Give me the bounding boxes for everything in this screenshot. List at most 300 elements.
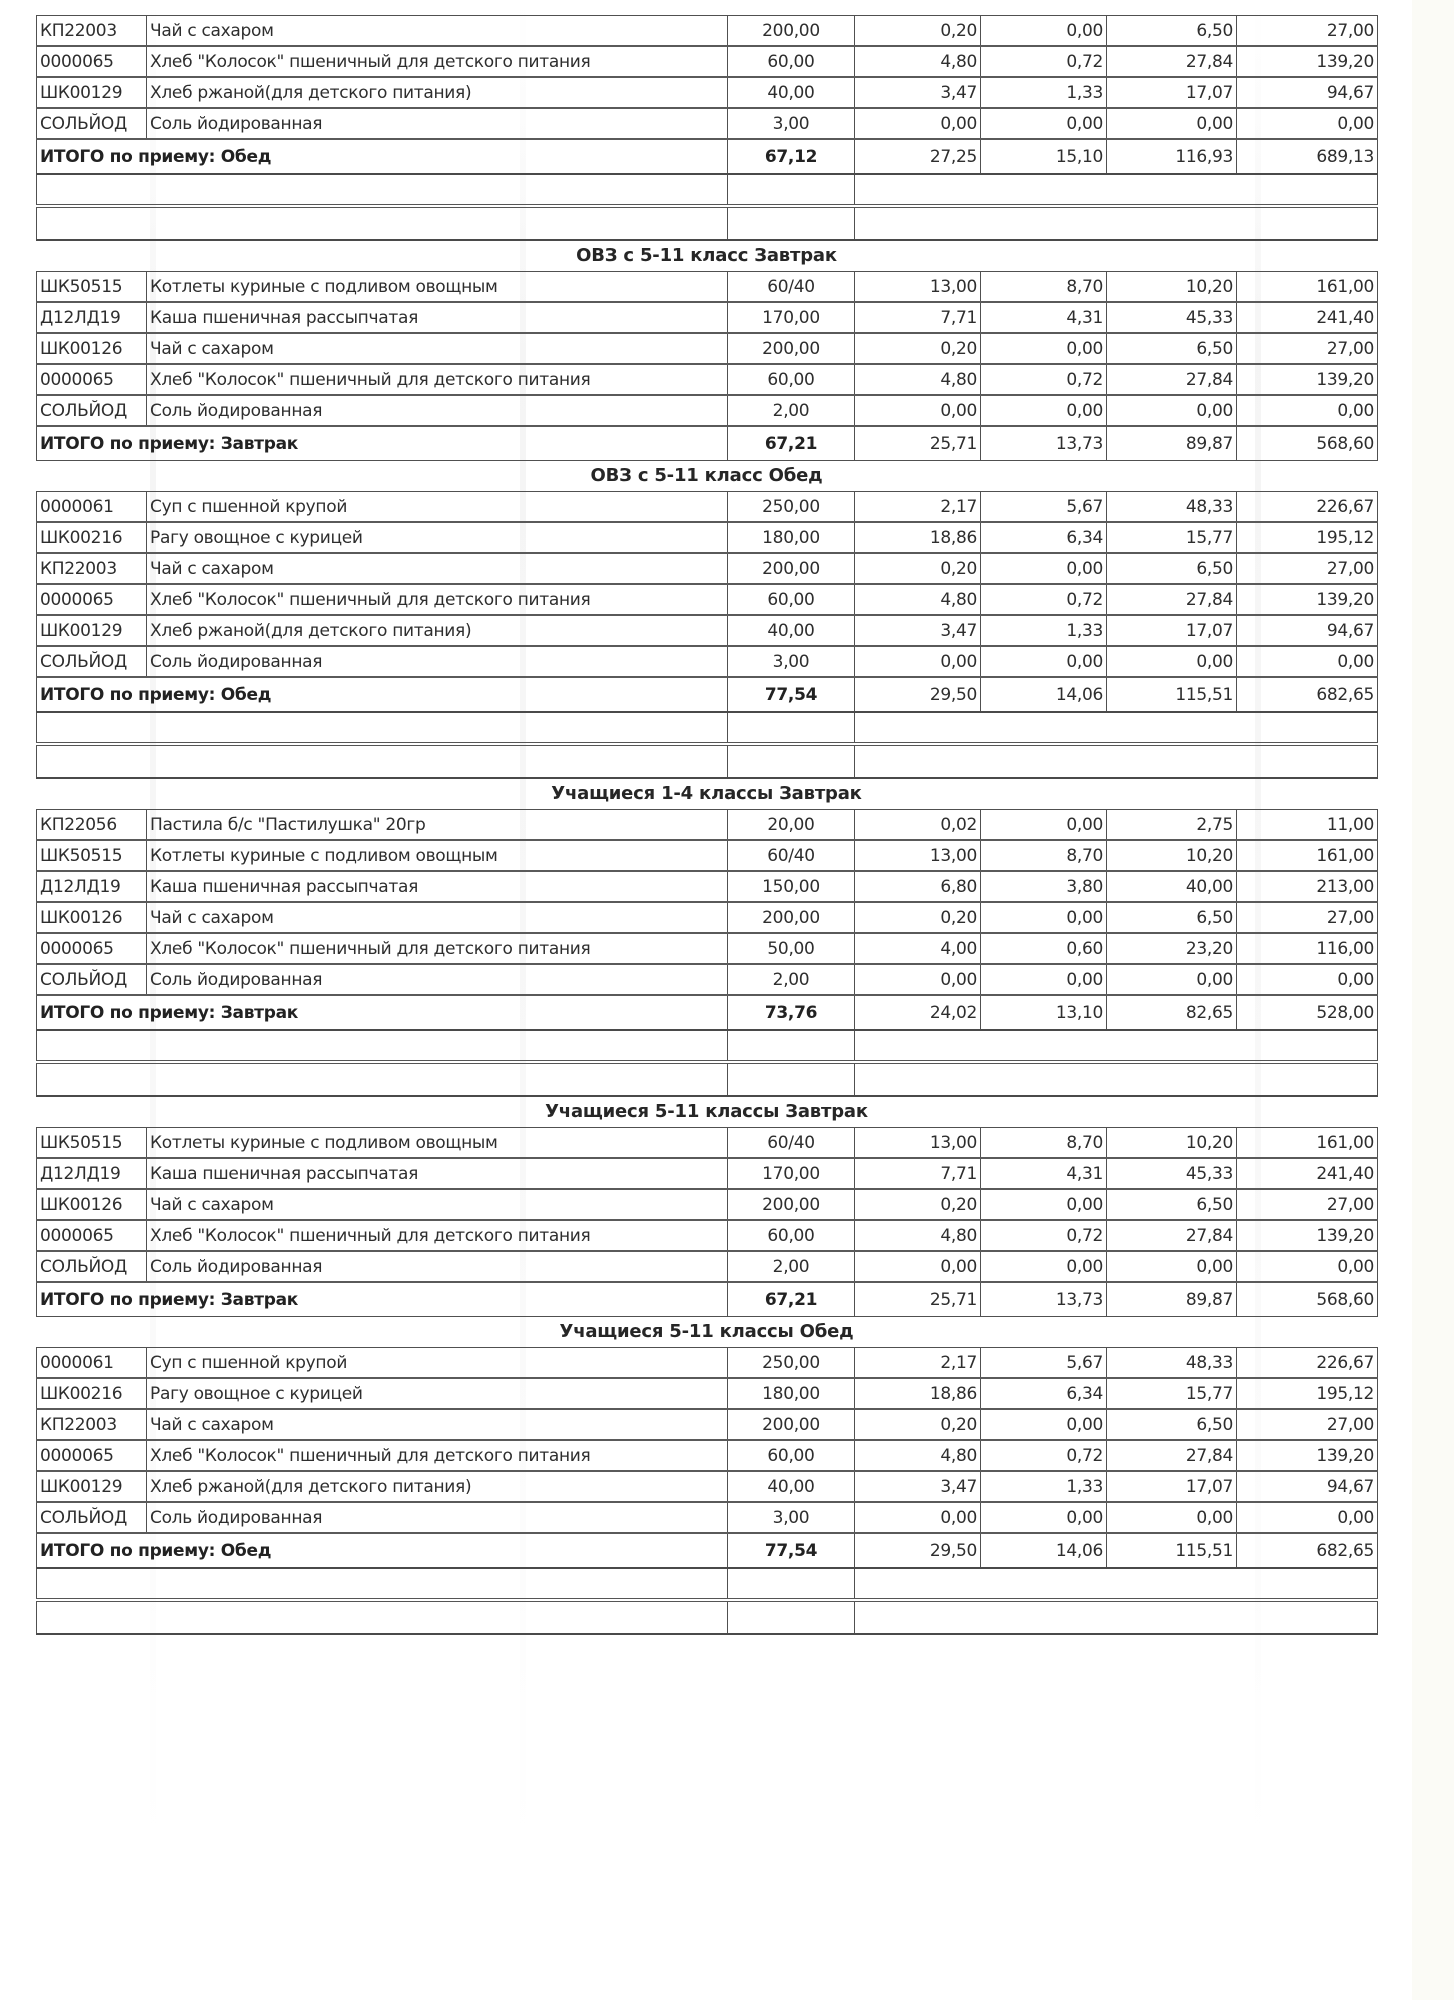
table-row bbox=[37, 395, 1378, 426]
total-protein: 24,02 bbox=[855, 995, 981, 1030]
menu-table bbox=[36, 1347, 1378, 1635]
table-row bbox=[37, 1220, 1378, 1251]
item-carbs: 27,84 bbox=[1107, 1440, 1237, 1471]
item-name: Чай с сахаром bbox=[147, 902, 728, 933]
item-carbs: 6,50 bbox=[1107, 16, 1237, 47]
item-code: СОЛЬЙОД bbox=[37, 395, 147, 426]
section-title: ОВЗ с 5-11 класс Обед bbox=[590, 465, 823, 486]
table-row bbox=[37, 584, 1378, 615]
item-code: ШК00129 bbox=[37, 1471, 147, 1502]
empty-cell bbox=[37, 174, 728, 206]
total-protein: 29,50 bbox=[855, 677, 981, 712]
item-weight: 60,00 bbox=[728, 1440, 855, 1471]
item-protein: 2,17 bbox=[855, 492, 981, 523]
item-fat: 5,67 bbox=[981, 492, 1107, 523]
item-weight: 40,00 bbox=[728, 1471, 855, 1502]
table-row bbox=[37, 333, 1378, 364]
table-row bbox=[37, 553, 1378, 584]
total-weight: 77,54 bbox=[728, 1533, 855, 1568]
item-carbs: 6,50 bbox=[1107, 553, 1237, 584]
empty-cell bbox=[855, 712, 1378, 744]
total-row bbox=[37, 139, 1378, 174]
item-protein: 7,71 bbox=[855, 302, 981, 333]
item-name: Суп с пшенной крупой bbox=[147, 492, 728, 523]
blank-row bbox=[37, 206, 1378, 240]
item-name: Чай с сахаром bbox=[147, 1409, 728, 1440]
item-name: Суп с пшенной крупой bbox=[147, 1348, 728, 1379]
total-fat: 14,06 bbox=[981, 1533, 1107, 1568]
item-carbs: 10,20 bbox=[1107, 840, 1237, 871]
empty-cell bbox=[855, 1568, 1378, 1600]
blank-row bbox=[37, 1062, 1378, 1096]
blank-row bbox=[37, 712, 1378, 744]
item-name: Чай с сахаром bbox=[147, 553, 728, 584]
item-protein: 0,00 bbox=[855, 1251, 981, 1282]
item-weight: 250,00 bbox=[728, 492, 855, 523]
table-row bbox=[37, 1471, 1378, 1502]
item-kcal: 139,20 bbox=[1237, 1220, 1378, 1251]
item-kcal: 94,67 bbox=[1237, 77, 1378, 108]
item-name: Котлеты куриные с подливом овощным bbox=[147, 1128, 728, 1159]
empty-cell bbox=[37, 206, 728, 240]
empty-cell bbox=[855, 744, 1378, 778]
item-name: Соль йодированная bbox=[147, 395, 728, 426]
item-fat: 0,72 bbox=[981, 46, 1107, 77]
empty-cell bbox=[37, 712, 728, 744]
table-row bbox=[37, 840, 1378, 871]
item-protein: 3,47 bbox=[855, 77, 981, 108]
item-kcal: 94,67 bbox=[1237, 615, 1378, 646]
total-label: ИТОГО по приему: Обед bbox=[37, 677, 728, 712]
total-row bbox=[37, 1533, 1378, 1568]
total-protein: 25,71 bbox=[855, 426, 981, 461]
item-name: Котлеты куриные с подливом овощным bbox=[147, 272, 728, 303]
item-kcal: 0,00 bbox=[1237, 1251, 1378, 1282]
empty-cell bbox=[728, 1030, 855, 1062]
item-name: Хлеб ржаной(для детского питания) bbox=[147, 77, 728, 108]
item-code: ШК00129 bbox=[37, 615, 147, 646]
item-code: Д12ЛД19 bbox=[37, 302, 147, 333]
table-row bbox=[37, 46, 1378, 77]
item-kcal: 139,20 bbox=[1237, 46, 1378, 77]
item-carbs: 0,00 bbox=[1107, 1251, 1237, 1282]
item-kcal: 241,40 bbox=[1237, 1158, 1378, 1189]
item-carbs: 40,00 bbox=[1107, 871, 1237, 902]
item-fat: 0,00 bbox=[981, 16, 1107, 47]
item-carbs: 0,00 bbox=[1107, 1502, 1237, 1533]
item-name: Чай с сахаром bbox=[147, 1189, 728, 1220]
item-fat: 3,80 bbox=[981, 871, 1107, 902]
total-row bbox=[37, 426, 1378, 461]
item-weight: 180,00 bbox=[728, 522, 855, 553]
total-row bbox=[37, 677, 1378, 712]
item-code: ШК00216 bbox=[37, 522, 147, 553]
item-name: Рагу овощное с курицей bbox=[147, 522, 728, 553]
item-name: Соль йодированная bbox=[147, 964, 728, 995]
section-title: Учащиеся 5-11 классы Завтрак bbox=[545, 1101, 868, 1122]
item-name: Чай с сахаром bbox=[147, 16, 728, 47]
item-kcal: 139,20 bbox=[1237, 1440, 1378, 1471]
item-carbs: 48,33 bbox=[1107, 1348, 1237, 1379]
total-fat: 13,73 bbox=[981, 1282, 1107, 1317]
item-fat: 0,00 bbox=[981, 810, 1107, 841]
item-kcal: 27,00 bbox=[1237, 1409, 1378, 1440]
item-protein: 13,00 bbox=[855, 840, 981, 871]
table-row bbox=[37, 964, 1378, 995]
total-row bbox=[37, 1282, 1378, 1317]
item-name: Хлеб ржаной(для детского питания) bbox=[147, 615, 728, 646]
total-carbs: 115,51 bbox=[1107, 677, 1237, 712]
item-weight: 150,00 bbox=[728, 871, 855, 902]
item-code: СОЛЬЙОД bbox=[37, 1502, 147, 1533]
total-weight: 67,21 bbox=[728, 426, 855, 461]
item-weight: 3,00 bbox=[728, 1502, 855, 1533]
item-code: ШК00129 bbox=[37, 77, 147, 108]
table-row bbox=[37, 77, 1378, 108]
item-carbs: 2,75 bbox=[1107, 810, 1237, 841]
item-protein: 18,86 bbox=[855, 1378, 981, 1409]
empty-cell bbox=[37, 1568, 728, 1600]
item-carbs: 45,33 bbox=[1107, 302, 1237, 333]
item-fat: 0,72 bbox=[981, 364, 1107, 395]
item-name: Хлеб "Колосок" пшеничный для детского питания bbox=[147, 584, 728, 615]
item-carbs: 17,07 bbox=[1107, 615, 1237, 646]
item-fat: 0,00 bbox=[981, 395, 1107, 426]
table-row bbox=[37, 902, 1378, 933]
item-name: Хлеб "Колосок" пшеничный для детского питания bbox=[147, 364, 728, 395]
item-weight: 200,00 bbox=[728, 902, 855, 933]
menu-document bbox=[36, 15, 1377, 1635]
item-name: Соль йодированная bbox=[147, 646, 728, 677]
total-fat: 13,73 bbox=[981, 426, 1107, 461]
item-weight: 40,00 bbox=[728, 77, 855, 108]
item-weight: 200,00 bbox=[728, 1189, 855, 1220]
item-protein: 0,20 bbox=[855, 1189, 981, 1220]
item-protein: 4,80 bbox=[855, 584, 981, 615]
item-code: СОЛЬЙОД bbox=[37, 1251, 147, 1282]
item-name: Соль йодированная bbox=[147, 1502, 728, 1533]
total-kcal: 689,13 bbox=[1237, 139, 1378, 174]
item-fat: 0,00 bbox=[981, 964, 1107, 995]
item-protein: 0,00 bbox=[855, 395, 981, 426]
total-label: ИТОГО по приему: Обед bbox=[37, 139, 728, 174]
table-row bbox=[37, 810, 1378, 841]
item-kcal: 27,00 bbox=[1237, 553, 1378, 584]
menu-table bbox=[36, 809, 1378, 1097]
item-name: Хлеб ржаной(для детского питания) bbox=[147, 1471, 728, 1502]
item-code: 0000065 bbox=[37, 46, 147, 77]
item-code: СОЛЬЙОД bbox=[37, 108, 147, 139]
table-row bbox=[37, 364, 1378, 395]
item-kcal: 226,67 bbox=[1237, 1348, 1378, 1379]
item-name: Рагу овощное с курицей bbox=[147, 1378, 728, 1409]
item-fat: 1,33 bbox=[981, 615, 1107, 646]
item-fat: 0,00 bbox=[981, 1409, 1107, 1440]
item-protein: 4,80 bbox=[855, 1440, 981, 1471]
item-weight: 40,00 bbox=[728, 615, 855, 646]
item-fat: 0,00 bbox=[981, 1502, 1107, 1533]
empty-cell bbox=[728, 206, 855, 240]
item-fat: 0,72 bbox=[981, 1220, 1107, 1251]
item-code: 0000065 bbox=[37, 933, 147, 964]
item-weight: 20,00 bbox=[728, 810, 855, 841]
item-name: Соль йодированная bbox=[147, 1251, 728, 1282]
item-carbs: 10,20 bbox=[1107, 272, 1237, 303]
item-name: Хлеб "Колосок" пшеничный для детского питания bbox=[147, 1220, 728, 1251]
item-code: СОЛЬЙОД bbox=[37, 646, 147, 677]
item-name: Соль йодированная bbox=[147, 108, 728, 139]
item-kcal: 27,00 bbox=[1237, 16, 1378, 47]
item-name: Хлеб "Колосок" пшеничный для детского питания bbox=[147, 933, 728, 964]
item-protein: 4,80 bbox=[855, 46, 981, 77]
item-kcal: 0,00 bbox=[1237, 964, 1378, 995]
item-kcal: 195,12 bbox=[1237, 1378, 1378, 1409]
total-weight: 67,21 bbox=[728, 1282, 855, 1317]
item-kcal: 27,00 bbox=[1237, 1189, 1378, 1220]
item-weight: 200,00 bbox=[728, 333, 855, 364]
item-carbs: 0,00 bbox=[1107, 964, 1237, 995]
table-row bbox=[37, 1502, 1378, 1533]
table-row bbox=[37, 1348, 1378, 1379]
item-protein: 13,00 bbox=[855, 1128, 981, 1159]
item-protein: 18,86 bbox=[855, 522, 981, 553]
empty-cell bbox=[728, 712, 855, 744]
item-code: ШК50515 bbox=[37, 272, 147, 303]
item-protein: 2,17 bbox=[855, 1348, 981, 1379]
table-row bbox=[37, 16, 1378, 47]
total-label: ИТОГО по приему: Обед bbox=[37, 1533, 728, 1568]
item-fat: 6,34 bbox=[981, 522, 1107, 553]
item-code: КП22003 bbox=[37, 1409, 147, 1440]
item-kcal: 116,00 bbox=[1237, 933, 1378, 964]
item-carbs: 27,84 bbox=[1107, 1220, 1237, 1251]
total-kcal: 568,60 bbox=[1237, 426, 1378, 461]
total-carbs: 115,51 bbox=[1107, 1533, 1237, 1568]
item-protein: 4,00 bbox=[855, 933, 981, 964]
item-protein: 3,47 bbox=[855, 1471, 981, 1502]
item-carbs: 0,00 bbox=[1107, 108, 1237, 139]
item-code: 0000065 bbox=[37, 1440, 147, 1471]
item-weight: 60/40 bbox=[728, 1128, 855, 1159]
item-weight: 180,00 bbox=[728, 1378, 855, 1409]
item-weight: 50,00 bbox=[728, 933, 855, 964]
total-protein: 27,25 bbox=[855, 139, 981, 174]
item-kcal: 0,00 bbox=[1237, 108, 1378, 139]
table-row bbox=[37, 646, 1378, 677]
total-label: ИТОГО по приему: Завтрак bbox=[37, 995, 728, 1030]
item-kcal: 241,40 bbox=[1237, 302, 1378, 333]
item-protein: 0,00 bbox=[855, 964, 981, 995]
item-code: ШК50515 bbox=[37, 840, 147, 871]
item-name: Каша пшеничная рассыпчатая bbox=[147, 871, 728, 902]
item-weight: 60,00 bbox=[728, 584, 855, 615]
item-weight: 60,00 bbox=[728, 1220, 855, 1251]
item-fat: 0,60 bbox=[981, 933, 1107, 964]
item-fat: 4,31 bbox=[981, 1158, 1107, 1189]
section-title: Учащиеся 5-11 классы Обед bbox=[559, 1321, 854, 1342]
empty-cell bbox=[855, 1030, 1378, 1062]
item-code: ШК50515 bbox=[37, 1128, 147, 1159]
item-name: Хлеб "Колосок" пшеничный для детского питания bbox=[147, 1440, 728, 1471]
item-name: Каша пшеничная рассыпчатая bbox=[147, 1158, 728, 1189]
item-protein: 0,20 bbox=[855, 1409, 981, 1440]
item-carbs: 0,00 bbox=[1107, 646, 1237, 677]
table-row bbox=[37, 615, 1378, 646]
item-carbs: 23,20 bbox=[1107, 933, 1237, 964]
item-carbs: 17,07 bbox=[1107, 1471, 1237, 1502]
item-carbs: 45,33 bbox=[1107, 1158, 1237, 1189]
item-fat: 1,33 bbox=[981, 77, 1107, 108]
item-code: 0000065 bbox=[37, 364, 147, 395]
item-code: Д12ЛД19 bbox=[37, 1158, 147, 1189]
item-protein: 0,20 bbox=[855, 902, 981, 933]
total-kcal: 682,65 bbox=[1237, 677, 1378, 712]
item-fat: 0,72 bbox=[981, 1440, 1107, 1471]
item-kcal: 0,00 bbox=[1237, 395, 1378, 426]
total-kcal: 682,65 bbox=[1237, 1533, 1378, 1568]
item-carbs: 15,77 bbox=[1107, 1378, 1237, 1409]
item-protein: 13,00 bbox=[855, 272, 981, 303]
item-weight: 60,00 bbox=[728, 364, 855, 395]
item-carbs: 6,50 bbox=[1107, 1189, 1237, 1220]
table-row bbox=[37, 1128, 1378, 1159]
empty-cell bbox=[728, 1062, 855, 1096]
section-title: ОВЗ с 5-11 класс Завтрак bbox=[576, 245, 837, 266]
item-weight: 200,00 bbox=[728, 553, 855, 584]
table-row bbox=[37, 522, 1378, 553]
total-kcal: 528,00 bbox=[1237, 995, 1378, 1030]
item-kcal: 161,00 bbox=[1237, 840, 1378, 871]
item-fat: 4,31 bbox=[981, 302, 1107, 333]
blank-row bbox=[37, 174, 1378, 206]
item-code: 0000061 bbox=[37, 492, 147, 523]
item-name: Хлеб "Колосок" пшеничный для детского питания bbox=[147, 46, 728, 77]
item-fat: 0,00 bbox=[981, 553, 1107, 584]
item-carbs: 17,07 bbox=[1107, 77, 1237, 108]
item-fat: 0,00 bbox=[981, 1251, 1107, 1282]
item-fat: 0,00 bbox=[981, 1189, 1107, 1220]
item-code: ШК00126 bbox=[37, 333, 147, 364]
item-carbs: 15,77 bbox=[1107, 522, 1237, 553]
table-row bbox=[37, 492, 1378, 523]
item-kcal: 161,00 bbox=[1237, 1128, 1378, 1159]
item-protein: 7,71 bbox=[855, 1158, 981, 1189]
menu-table bbox=[36, 491, 1378, 779]
table-row bbox=[37, 871, 1378, 902]
item-code: 0000065 bbox=[37, 1220, 147, 1251]
item-fat: 6,34 bbox=[981, 1378, 1107, 1409]
total-carbs: 82,65 bbox=[1107, 995, 1237, 1030]
item-fat: 0,00 bbox=[981, 108, 1107, 139]
item-name: Каша пшеничная рассыпчатая bbox=[147, 302, 728, 333]
item-kcal: 0,00 bbox=[1237, 646, 1378, 677]
empty-cell bbox=[37, 744, 728, 778]
item-code: ШК00126 bbox=[37, 902, 147, 933]
item-fat: 1,33 bbox=[981, 1471, 1107, 1502]
item-kcal: 0,00 bbox=[1237, 1502, 1378, 1533]
item-kcal: 195,12 bbox=[1237, 522, 1378, 553]
item-protein: 0,20 bbox=[855, 553, 981, 584]
item-kcal: 27,00 bbox=[1237, 902, 1378, 933]
item-weight: 3,00 bbox=[728, 108, 855, 139]
item-protein: 3,47 bbox=[855, 615, 981, 646]
blank-row bbox=[37, 1030, 1378, 1062]
item-fat: 0,00 bbox=[981, 333, 1107, 364]
item-kcal: 213,00 bbox=[1237, 871, 1378, 902]
item-fat: 0,00 bbox=[981, 902, 1107, 933]
empty-cell bbox=[37, 1030, 728, 1062]
total-kcal: 568,60 bbox=[1237, 1282, 1378, 1317]
table-row bbox=[37, 272, 1378, 303]
empty-cell bbox=[855, 1600, 1378, 1634]
item-protein: 0,02 bbox=[855, 810, 981, 841]
item-kcal: 226,67 bbox=[1237, 492, 1378, 523]
item-weight: 200,00 bbox=[728, 1409, 855, 1440]
empty-cell bbox=[728, 174, 855, 206]
item-fat: 8,70 bbox=[981, 840, 1107, 871]
item-weight: 200,00 bbox=[728, 16, 855, 47]
item-weight: 170,00 bbox=[728, 302, 855, 333]
blank-row bbox=[37, 1600, 1378, 1634]
table-row bbox=[37, 1409, 1378, 1440]
table-row bbox=[37, 1189, 1378, 1220]
total-weight: 67,12 bbox=[728, 139, 855, 174]
item-carbs: 6,50 bbox=[1107, 1409, 1237, 1440]
total-fat: 15,10 bbox=[981, 139, 1107, 174]
total-fat: 14,06 bbox=[981, 677, 1107, 712]
empty-cell bbox=[728, 1568, 855, 1600]
item-kcal: 27,00 bbox=[1237, 333, 1378, 364]
table-row bbox=[37, 1158, 1378, 1189]
item-weight: 250,00 bbox=[728, 1348, 855, 1379]
item-fat: 8,70 bbox=[981, 1128, 1107, 1159]
blank-row bbox=[37, 1568, 1378, 1600]
menu-table bbox=[36, 271, 1378, 461]
item-kcal: 139,20 bbox=[1237, 364, 1378, 395]
item-code: КП22003 bbox=[37, 16, 147, 47]
empty-cell bbox=[855, 1062, 1378, 1096]
item-weight: 60/40 bbox=[728, 840, 855, 871]
item-fat: 8,70 bbox=[981, 272, 1107, 303]
item-protein: 0,00 bbox=[855, 1502, 981, 1533]
empty-cell bbox=[728, 744, 855, 778]
item-fat: 0,72 bbox=[981, 584, 1107, 615]
item-carbs: 10,20 bbox=[1107, 1128, 1237, 1159]
item-carbs: 0,00 bbox=[1107, 395, 1237, 426]
table-row bbox=[37, 1378, 1378, 1409]
item-carbs: 27,84 bbox=[1107, 584, 1237, 615]
empty-cell bbox=[37, 1062, 728, 1096]
total-carbs: 116,93 bbox=[1107, 139, 1237, 174]
total-fat: 13,10 bbox=[981, 995, 1107, 1030]
item-name: Котлеты куриные с подливом овощным bbox=[147, 840, 728, 871]
item-code: 0000061 bbox=[37, 1348, 147, 1379]
blank-row bbox=[37, 744, 1378, 778]
item-kcal: 161,00 bbox=[1237, 272, 1378, 303]
empty-cell bbox=[728, 1600, 855, 1634]
table-row bbox=[37, 1440, 1378, 1471]
empty-cell bbox=[37, 1600, 728, 1634]
item-code: СОЛЬЙОД bbox=[37, 964, 147, 995]
item-protein: 0,20 bbox=[855, 16, 981, 47]
item-code: 0000065 bbox=[37, 584, 147, 615]
item-protein: 6,80 bbox=[855, 871, 981, 902]
item-carbs: 27,84 bbox=[1107, 46, 1237, 77]
item-protein: 0,00 bbox=[855, 646, 981, 677]
item-weight: 60,00 bbox=[728, 46, 855, 77]
total-label: ИТОГО по приему: Завтрак bbox=[37, 426, 728, 461]
item-weight: 3,00 bbox=[728, 646, 855, 677]
